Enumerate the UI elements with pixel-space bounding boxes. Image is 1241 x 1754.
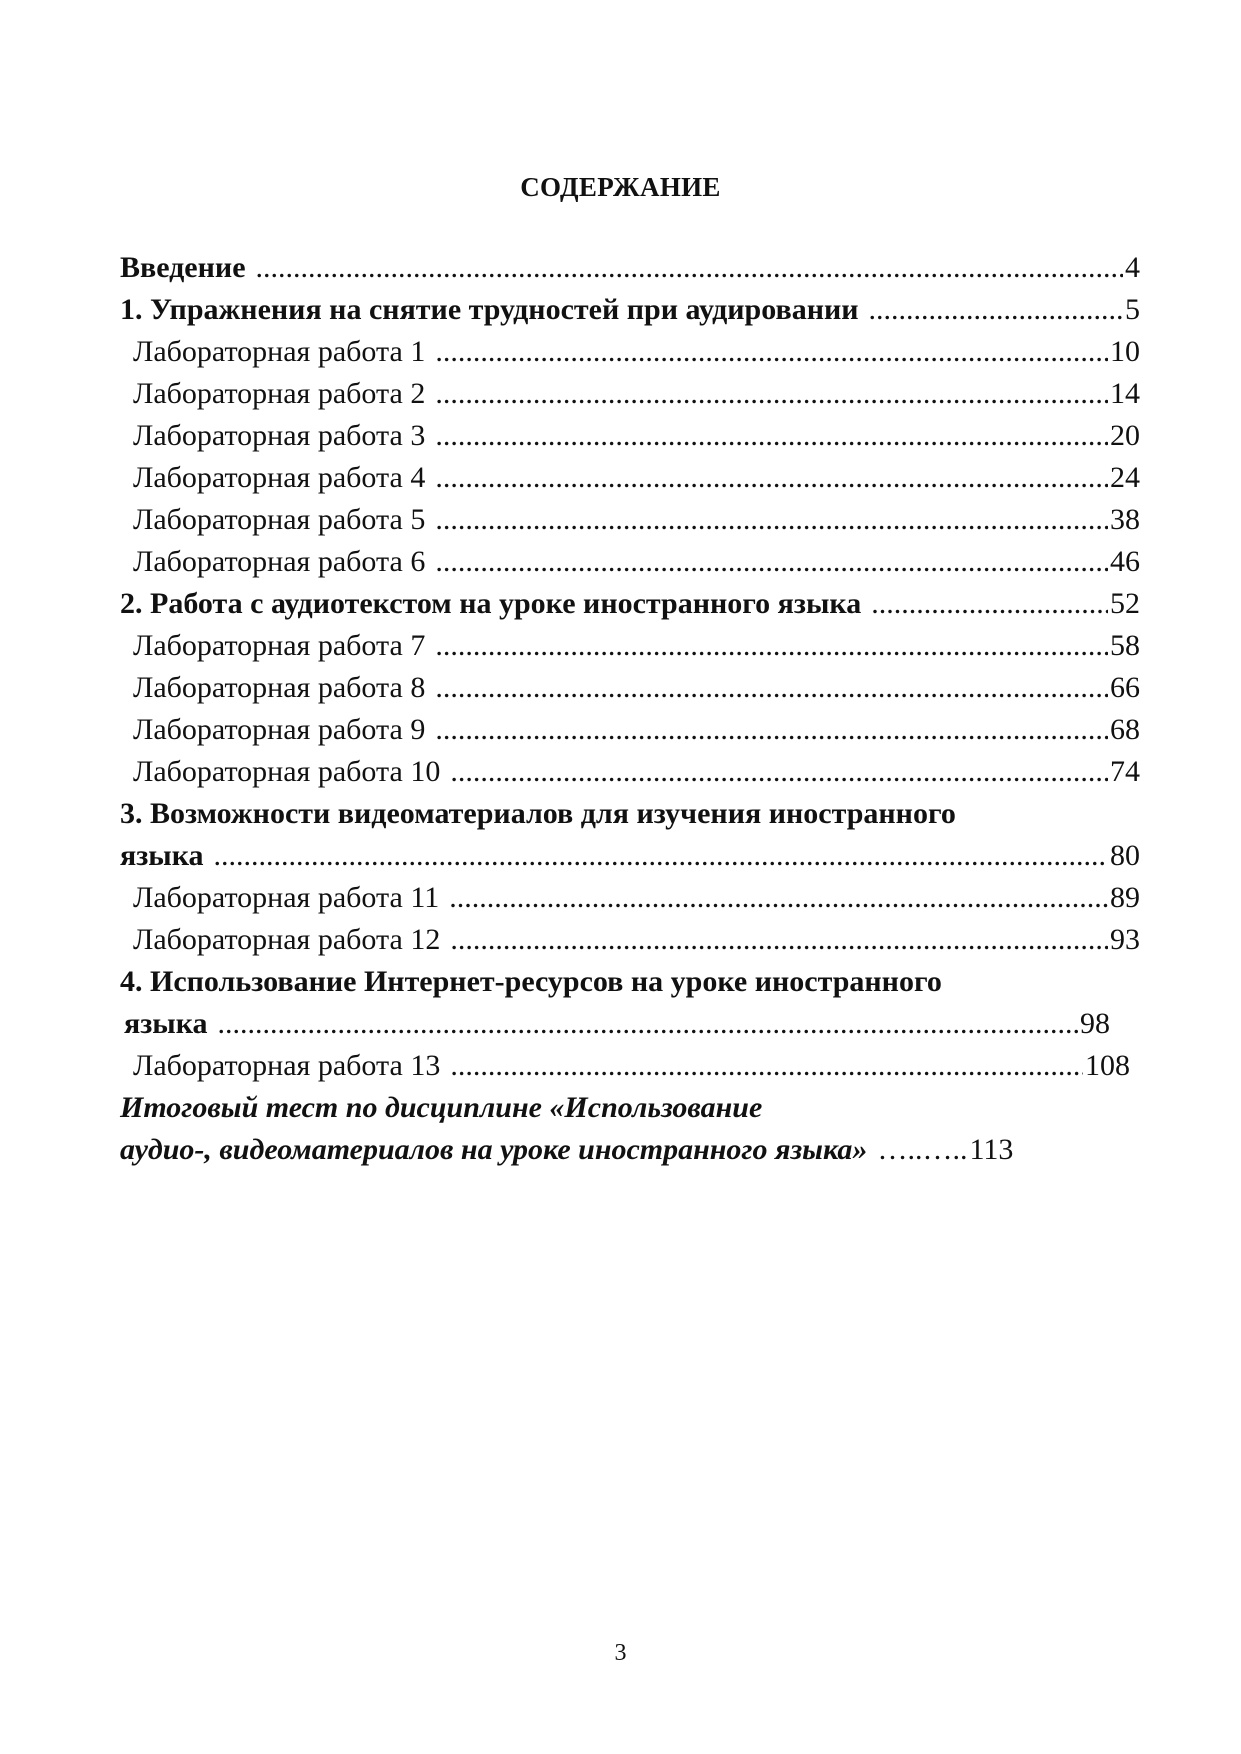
toc-entry-text: языка — [124, 1007, 208, 1040]
toc-entry-lab-11[interactable] — [120, 877, 1140, 919]
dot-leader: …..….. — [877, 1133, 968, 1166]
toc-entry-text: Введение — [120, 251, 246, 284]
toc-entry-lab-13[interactable] — [120, 1045, 1140, 1087]
toc-entry-text: Итоговый тест по дисциплине «Использование — [120, 1091, 763, 1124]
dot-leader — [435, 415, 1108, 457]
dot-leader — [435, 373, 1108, 415]
toc-entry-page: 80 — [1110, 839, 1140, 872]
toc-entry-text: Лабораторная работа 6 — [133, 545, 426, 578]
toc-entry-page: 98 — [1080, 1007, 1110, 1040]
toc-entry-text: Лабораторная работа 1 — [133, 335, 426, 368]
toc-entry-text: 4. Использование Интернет-ресурсов на уроке иностранного — [120, 965, 942, 998]
toc-entry-text: Лабораторная работа 13 — [133, 1049, 441, 1082]
toc-entry-page: 93 — [1110, 923, 1140, 956]
toc-entry-text: Лабораторная работа 8 — [133, 671, 426, 704]
toc-entry-page: 20 — [1110, 419, 1140, 452]
dot-leader — [218, 1003, 1078, 1045]
toc-entry-page: 5 — [1125, 293, 1140, 326]
toc-entry-text: Лабораторная работа 11 — [133, 881, 440, 914]
dot-leader — [435, 457, 1108, 499]
page-title: СОДЕРЖАНИЕ — [520, 172, 721, 202]
dot-leader — [435, 499, 1108, 541]
dot-leader — [435, 625, 1108, 667]
toc-entry-text: Лабораторная работа 5 — [133, 503, 426, 536]
toc-entry-page: 24 — [1110, 461, 1140, 494]
toc-entry-lab-7[interactable] — [120, 625, 1140, 667]
toc-entry-lab-3[interactable] — [120, 415, 1140, 457]
toc-entry-text: 1. Упражнения на снятие трудностей при аудировании — [120, 293, 859, 326]
dot-leader — [450, 919, 1108, 961]
toc-entry-final-test[interactable] — [120, 1087, 1140, 1129]
toc-entry-lab-2[interactable] — [120, 373, 1140, 415]
toc-entry-page: 74 — [1110, 755, 1140, 788]
toc-entry-text: Лабораторная работа 7 — [133, 629, 426, 662]
toc-entry-page: 113 — [969, 1133, 1014, 1166]
toc-entry-lab-9[interactable] — [120, 709, 1140, 751]
toc-entry-page: 14 — [1110, 377, 1140, 410]
toc-entry-text: Лабораторная работа 2 — [133, 377, 426, 410]
toc-entry-text: 3. Возможности видеоматериалов для изучения иностранного — [120, 797, 956, 830]
toc-entry-section-1[interactable] — [120, 289, 1140, 331]
table-of-contents — [120, 247, 1140, 1171]
toc-entry-text: Лабораторная работа 4 — [133, 461, 426, 494]
toc-entry-page: 4 — [1125, 251, 1140, 284]
toc-entry-lab-6[interactable] — [120, 541, 1140, 583]
toc-entry-introduction[interactable] — [120, 247, 1140, 289]
toc-entry-text: 2. Работа с аудиотекстом на уроке иностранного языка — [120, 587, 862, 620]
dot-leader — [869, 289, 1123, 331]
toc-entry-text: языка — [120, 839, 204, 872]
dot-leader — [450, 751, 1108, 793]
toc-entry-text: Лабораторная работа 9 — [133, 713, 426, 746]
toc-entry-text: аудио-, видеоматериалов на уроке иностранного языка» — [120, 1133, 868, 1166]
toc-entry-lab-12[interactable] — [120, 919, 1140, 961]
toc-entry-lab-1[interactable] — [120, 331, 1140, 373]
toc-entry-final-test-continued[interactable] — [120, 1129, 1140, 1171]
dot-leader — [435, 331, 1108, 373]
page-number: 3 — [614, 1640, 627, 1666]
toc-entry-page: 46 — [1110, 545, 1140, 578]
dot-leader — [256, 247, 1123, 289]
toc-entry-page: 108 — [1085, 1049, 1130, 1082]
toc-entry-lab-8[interactable] — [120, 667, 1140, 709]
dot-leader — [435, 541, 1108, 583]
toc-entry-section-2[interactable] — [120, 583, 1140, 625]
toc-entry-text: Лабораторная работа 3 — [133, 419, 426, 452]
dot-leader — [435, 667, 1108, 709]
toc-entry-section-4-continued[interactable] — [120, 1003, 1140, 1045]
toc-entry-lab-5[interactable] — [120, 499, 1140, 541]
toc-entry-text: Лабораторная работа 10 — [133, 755, 441, 788]
dot-leader — [214, 835, 1108, 877]
toc-entry-page: 10 — [1110, 335, 1140, 368]
toc-entry-page: 58 — [1110, 629, 1140, 662]
dot-leader — [871, 583, 1108, 625]
toc-entry-section-3-continued[interactable] — [120, 835, 1140, 877]
dot-leader — [450, 1045, 1083, 1087]
toc-entry-section-4[interactable] — [120, 961, 1140, 1003]
toc-entry-page: 38 — [1110, 503, 1140, 536]
toc-entry-page: 66 — [1110, 671, 1140, 704]
toc-entry-section-3[interactable] — [120, 793, 1140, 835]
toc-entry-text: Лабораторная работа 12 — [133, 923, 441, 956]
dot-leader — [435, 709, 1108, 751]
toc-entry-page: 68 — [1110, 713, 1140, 746]
toc-entry-page: 52 — [1110, 587, 1140, 620]
toc-entry-lab-4[interactable] — [120, 457, 1140, 499]
toc-entry-lab-10[interactable] — [120, 751, 1140, 793]
dot-leader — [449, 877, 1108, 919]
toc-entry-page: 89 — [1110, 881, 1140, 914]
